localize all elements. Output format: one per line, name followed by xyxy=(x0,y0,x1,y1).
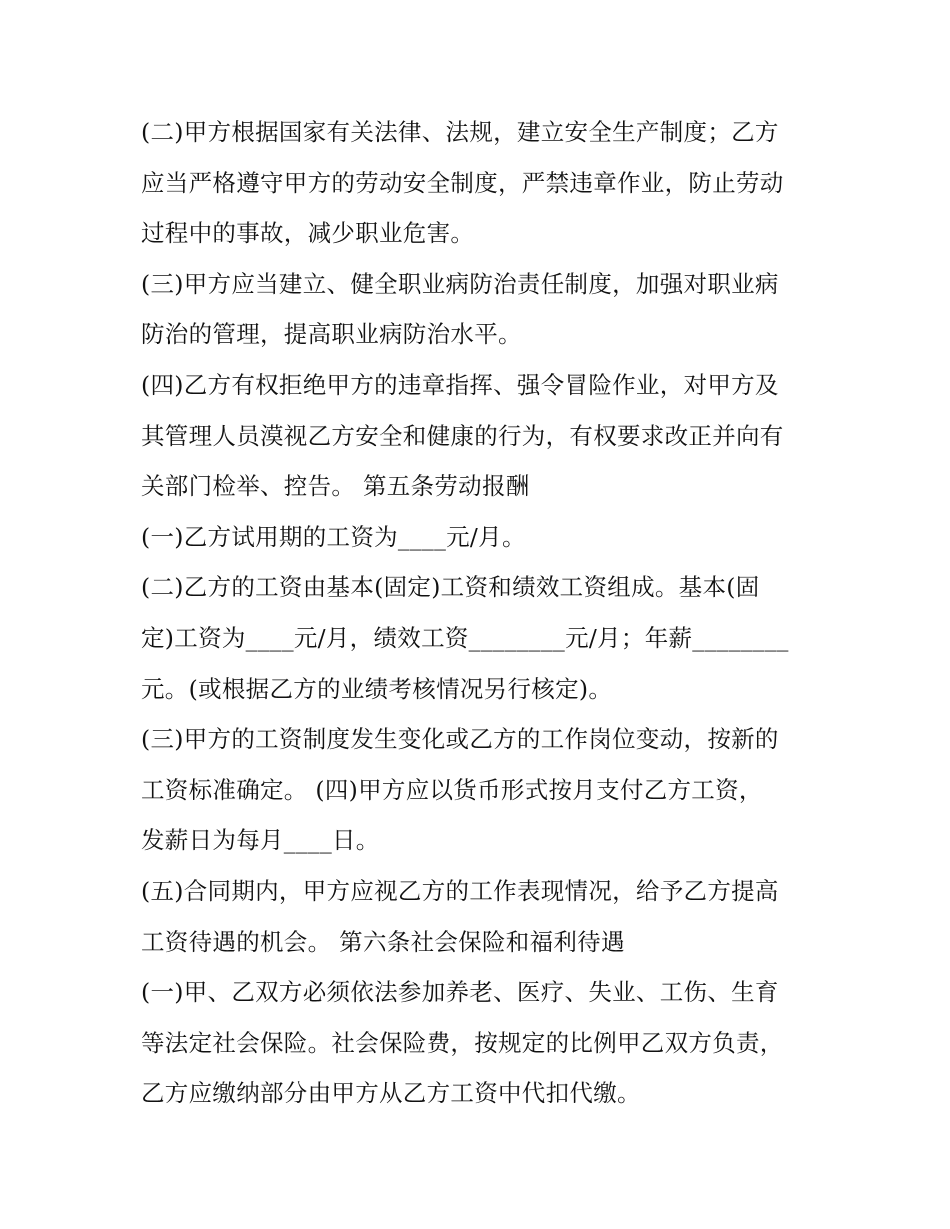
text-line: 应当严格遵守甲方的劳动安全制度，严禁违章作业，防止劳动 xyxy=(141,168,784,197)
text-line: 工资标准确定。 (四)甲方应以货币形式按月支付乙方工资， xyxy=(141,775,763,804)
text-line: (一)甲、乙双方必须依法参加养老、医疗、失业、工伤、生育 xyxy=(141,978,779,1007)
contract-text-body xyxy=(141,107,813,1119)
text-line: 定)工资为____元/月，绩效工资________元/月；年薪________ xyxy=(141,623,789,652)
text-line: 元。(或根据乙方的业绩考核情况另行核定)。 xyxy=(141,674,613,703)
text-line: 工资待遇的机会。 第六条社会保险和福利待遇 xyxy=(141,927,625,956)
text-line: (一)乙方试用期的工资为____元/月。 xyxy=(141,522,526,551)
text-line: 过程中的事故，减少职业危害。 xyxy=(141,219,475,248)
text-line: (二)甲方根据国家有关法律、法规，建立安全生产制度；乙方 xyxy=(141,118,779,146)
text-line: 乙方应缴纳部分由甲方从乙方工资中代扣代缴。 xyxy=(141,1079,641,1108)
text-line: (三)甲方应当建立、健全职业病防治责任制度，加强对职业病 xyxy=(141,269,779,298)
text-line: 其管理人员漠视乙方安全和健康的行为，有权要求改正并向有 xyxy=(141,421,784,450)
text-line: (四)乙方有权拒绝甲方的违章指挥、强令冒险作业，对甲方及 xyxy=(141,370,779,399)
text-line: (三)甲方的工资制度发生变化或乙方的工作岗位变动，按新的 xyxy=(141,725,779,754)
text-line: 关部门检举、控告。 第五条劳动报酬 xyxy=(141,472,530,501)
text-line: (五)合同期内，甲方应视乙方的工作表现情况，给予乙方提高 xyxy=(141,876,779,905)
text-line: 发薪日为每月____日。 xyxy=(141,826,380,855)
text-line: (二)乙方的工资由基本(固定)工资和绩效工资组成。基本(固 xyxy=(141,573,760,602)
text-line: 防治的管理，提高职业病防治水平。 xyxy=(141,320,522,349)
text-line: 等法定社会保险。社会保险费，按规定的比例甲乙双方负责， xyxy=(141,1028,784,1057)
